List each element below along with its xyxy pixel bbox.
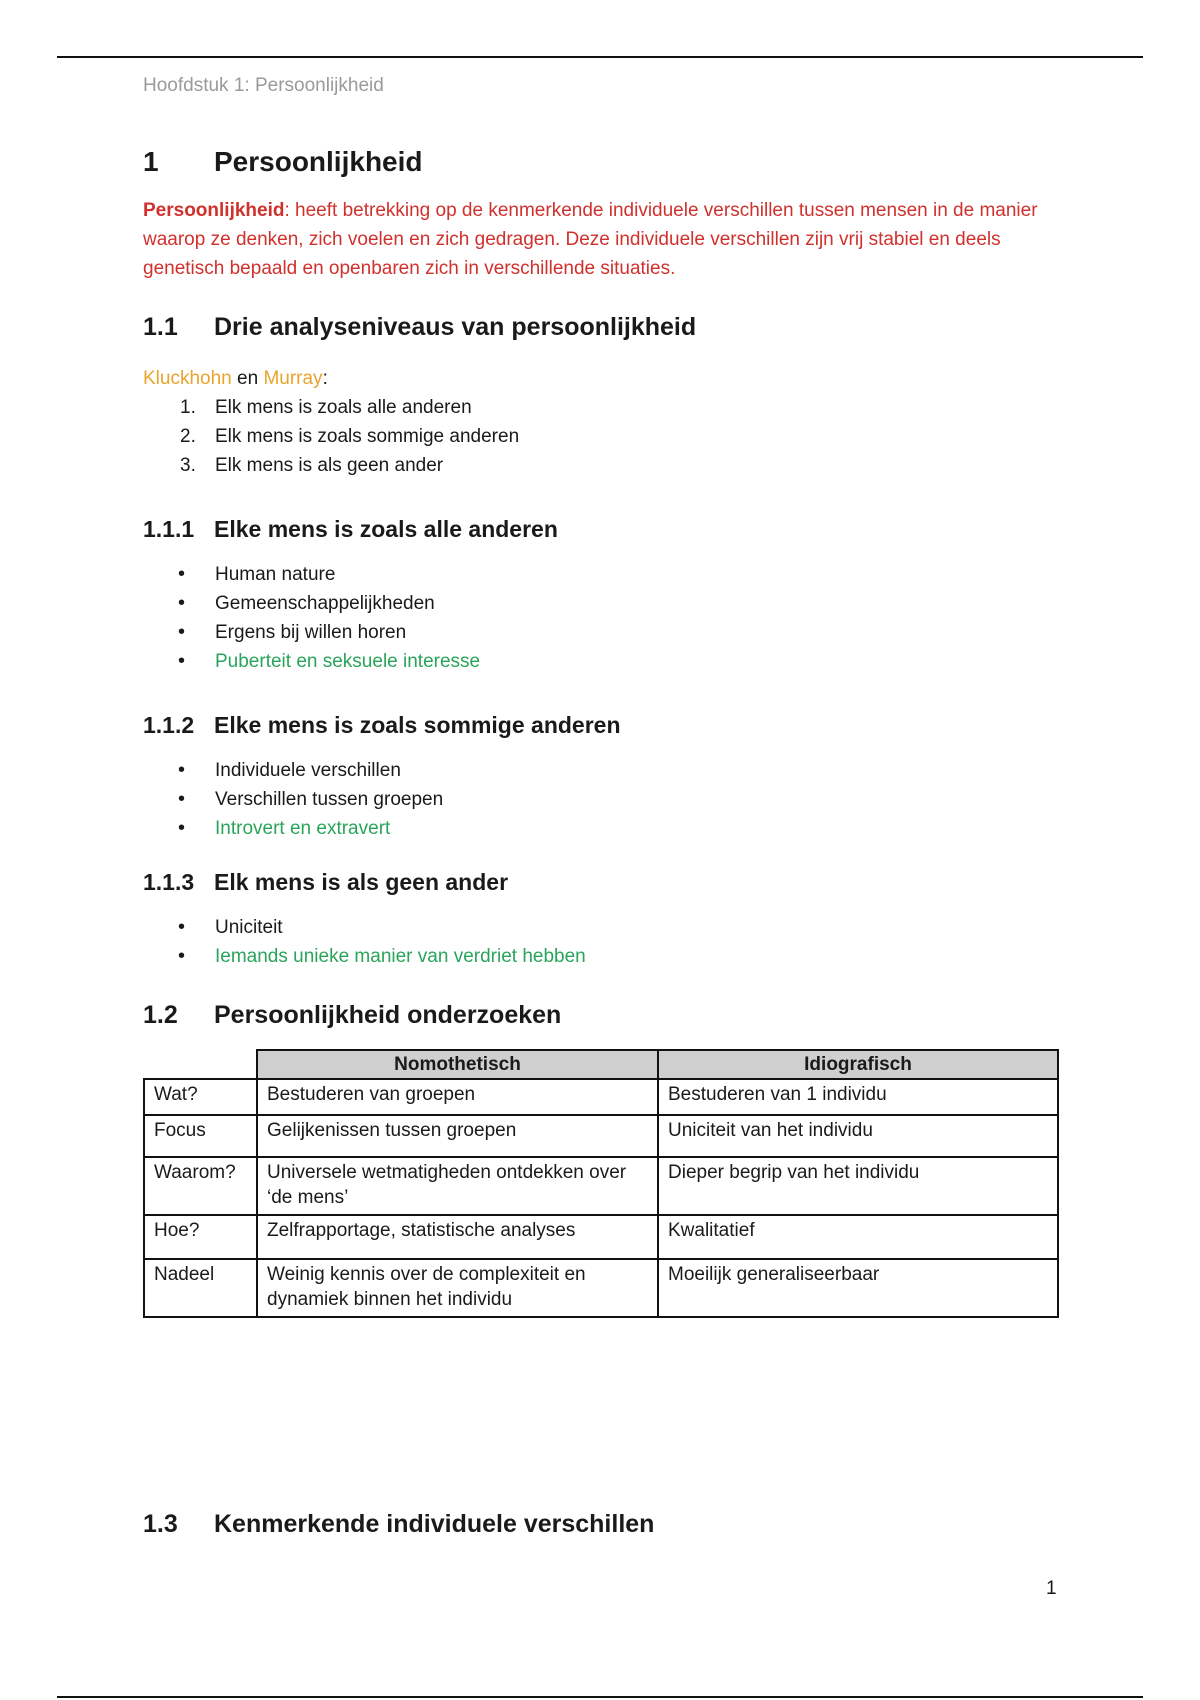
heading-number: 1 [143,146,159,177]
heading-title: Elke mens is zoals alle anderen [214,515,558,542]
table-cell: Moeilijk generaliseerbaar [658,1259,1058,1317]
page-content [143,140,1063,1544]
table-cell: Bestuderen van groepen [257,1079,658,1115]
list-item [143,814,1063,843]
heading-title: Persoonlijkheid onderzoeken [214,1000,562,1029]
bullet-icon: • [178,916,186,938]
definition-text: : heeft betrekking op de kenmerkende individuele verschillen tussen mensen in de manier waarop ze denken, zich voelen en zich gedragen. Deze individuele verschillen zijn vrij stabiel en deels genetisch bepaald en openbaren zich in verschillende situaties. [143,200,1038,279]
table-row [144,1215,1058,1259]
heading-number: 1.1 [143,312,178,341]
table-row [144,1259,1058,1317]
row-label: Hoe? [144,1215,257,1259]
table-cell: Bestuderen van 1 individu [658,1079,1058,1115]
bullet-icon: • [178,945,186,967]
heading-1-1-3 [143,863,1063,901]
list-item [143,560,1063,589]
bullet-icon: • [178,650,186,672]
heading-title: Drie analyseniveaus van persoonlijkheid [214,312,697,341]
table-cell: Kwalitatief [658,1215,1058,1259]
list-item [143,785,1063,814]
heading-number: 1.3 [143,1509,178,1538]
list-item [143,422,1063,451]
heading-1-2 [143,995,1063,1035]
bullet-list [143,913,1063,971]
table-cell: Gelijkenissen tussen groepen [257,1115,658,1157]
list-item-text: Verschillen tussen groepen [215,789,444,810]
table-cell: Zelfrapportage, statistische analyses [257,1215,658,1259]
list-item [143,756,1063,785]
definition-paragraph [143,196,1063,283]
bullet-icon: • [178,817,186,839]
list-item-text: Puberteit en seksuele interesse [215,651,481,672]
list-item-text: Iemands unieke manier van verdriet hebben [215,946,586,967]
heading-1-3 [143,1504,1063,1544]
author-connector: en [231,368,264,389]
list-item-text: Ergens bij willen horen [215,622,407,643]
table-cell: Weinig kennis over de complexiteit en dynamiek binnen het individu [257,1259,658,1317]
column-header: Idiografisch [658,1050,1058,1079]
bullet-icon: • [178,563,186,585]
heading-number: 1.2 [143,1000,178,1029]
list-item [143,393,1063,422]
author-murray: Murray [263,368,323,389]
row-label: Waarom? [144,1157,257,1215]
heading-title: Elke mens is zoals sommige anderen [214,711,621,738]
table-cell: Dieper begrip van het individu [658,1157,1058,1215]
list-item [143,913,1063,942]
table-row [144,1079,1058,1115]
heading-1-1-1 [143,510,1063,548]
top-rule [57,56,1143,58]
list-number: 1. [180,397,196,418]
numbered-list [143,393,1063,480]
page-number: 1 [1046,1578,1057,1599]
bottom-rule [57,1696,1143,1698]
heading-number: 1.1.1 [143,515,195,542]
row-label: Nadeel [144,1259,257,1317]
table-header-row [144,1050,1058,1079]
heading-title: Kenmerkende individuele verschillen [214,1509,655,1538]
list-item-text: Human nature [215,564,336,585]
list-number: 3. [180,455,196,476]
table-cell: Universele wetmatigheden ontdekken over ‘de mens’ [257,1157,658,1215]
heading-number: 1.1.3 [143,868,195,895]
list-item-text: Individuele verschillen [215,760,401,781]
heading-title: Elk mens is als geen ander [214,868,509,895]
heading-title: Persoonlijkheid [214,146,423,177]
list-item [143,647,1063,676]
bullet-icon: • [178,788,186,810]
heading-1-1-2 [143,706,1063,744]
row-label: Focus [144,1115,257,1157]
table-row [144,1157,1058,1215]
heading-number: 1.1.2 [143,711,195,738]
list-item [143,942,1063,971]
list-item-text: Introvert en extravert [215,818,391,839]
bullet-list [143,756,1063,843]
column-header: Nomothetisch [257,1050,658,1079]
bullet-icon: • [178,759,186,781]
comparison-table [143,1049,1059,1318]
authors-colon: : [322,368,328,389]
row-label: Wat? [144,1079,257,1115]
bullet-list [143,560,1063,676]
authors-line [143,365,1063,393]
list-item [143,451,1063,480]
bullet-icon: • [178,621,186,643]
list-item-text: Uniciteit [215,917,283,938]
list-number: 2. [180,426,196,447]
heading-1-1 [143,307,1063,347]
author-kluckhohn: Kluckhohn [143,368,232,389]
table-cell: Uniciteit van het individu [658,1115,1058,1157]
list-item [143,589,1063,618]
table-corner [144,1050,257,1079]
running-header: Hoofdstuk 1: Persoonlijkheid [143,75,384,96]
list-item-text: Elk mens is zoals sommige anderen [215,426,520,447]
list-item [143,618,1063,647]
list-item-text: Elk mens is zoals alle anderen [215,397,472,418]
list-item-text: Gemeenschappelijkheden [215,593,435,614]
definition-term: Persoonlijkheid [143,200,285,221]
table-row [144,1115,1058,1157]
heading-1 [143,140,1063,184]
bullet-icon: • [178,592,186,614]
list-item-text: Elk mens is als geen ander [215,455,444,476]
